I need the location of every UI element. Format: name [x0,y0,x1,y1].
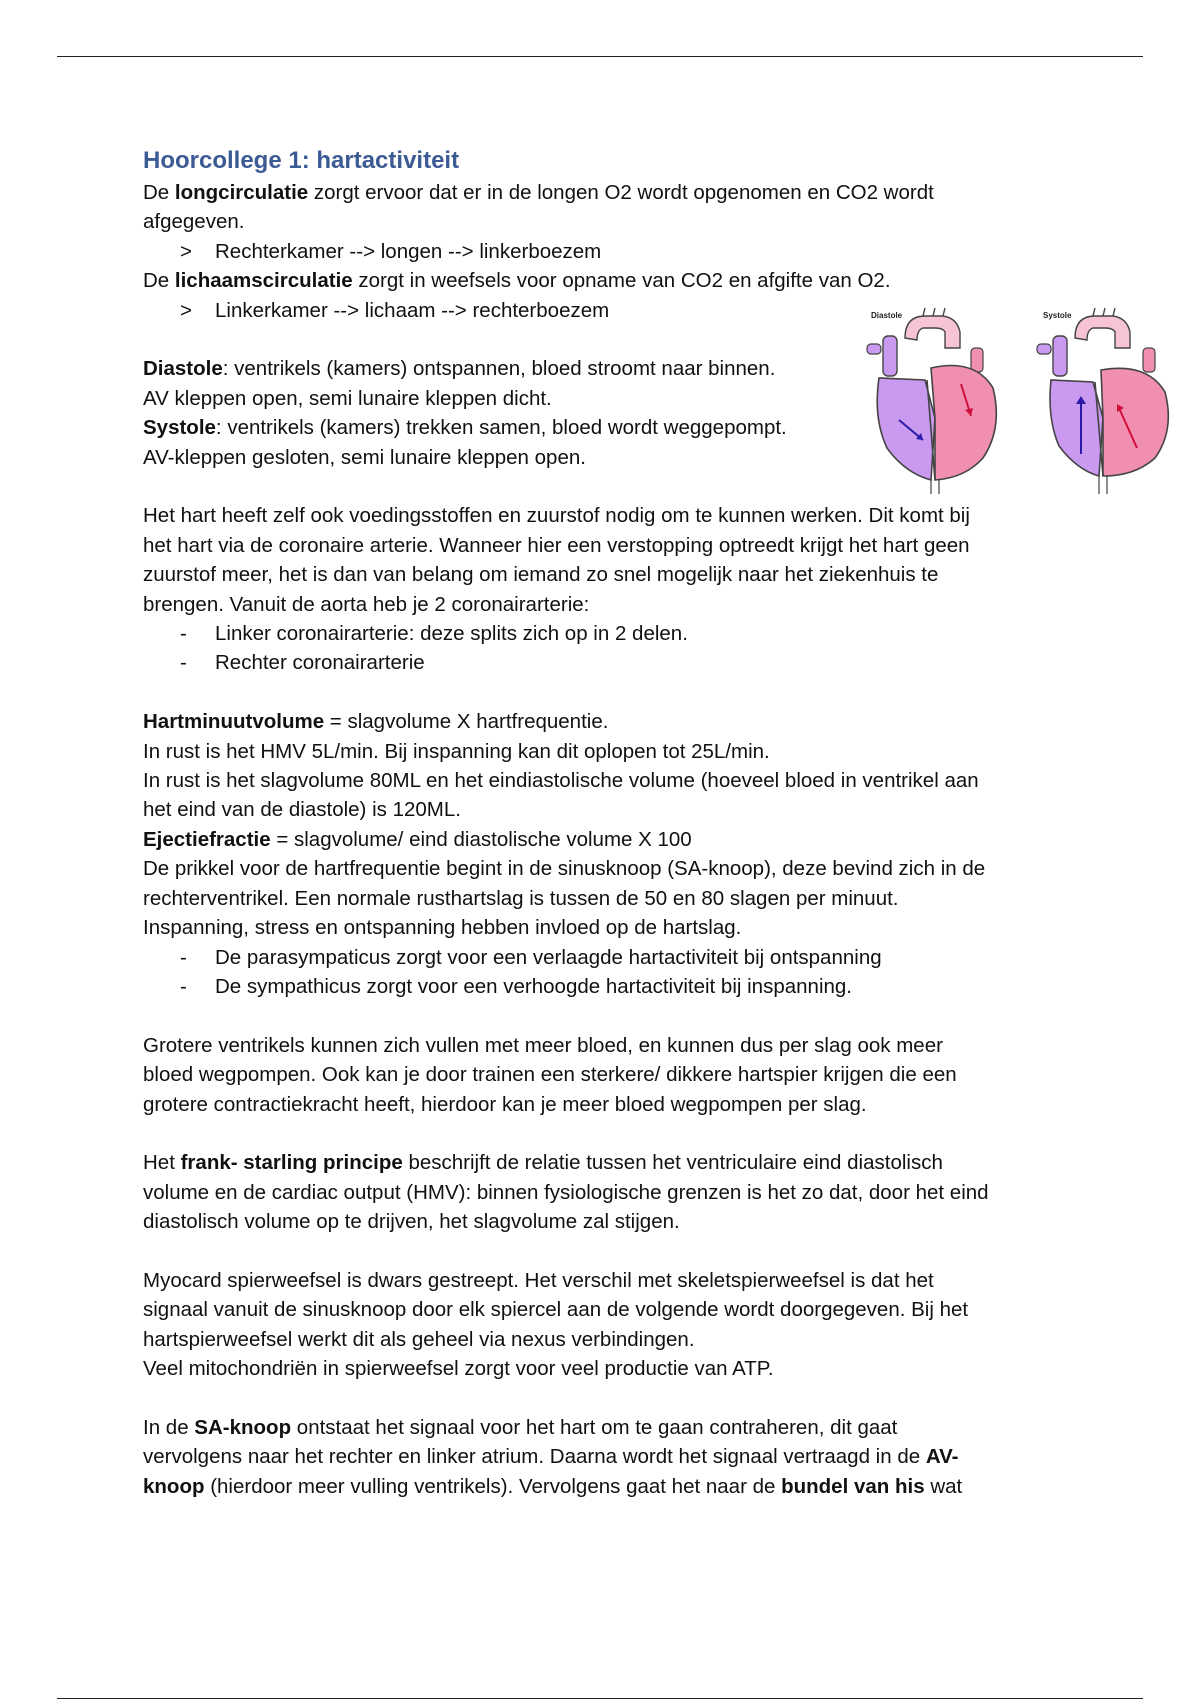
list-item: - Rechter coronairarterie [143,648,1063,677]
paragraph-line: Grotere ventrikels kunnen zich vullen met meer bloed, en kunnen dus per slag ook meer [143,1033,943,1057]
paragraph-longcirculatie: De longcirculatie zorgt ervoor dat er in de longen O2 wordt opgenomen en CO2 wordt [143,181,934,204]
page-title: Hoorcollege 1: hartactiviteit [143,147,460,174]
paragraph-line: Het hart heeft zelf ook voedingsstoffen en zuurstof nodig om te kunnen werken. Dit komt bij [143,504,970,528]
heart-systole-image [1035,308,1177,494]
paragraph-sa-knoop: In de SA-knoop ontstaat het signaal voor het hart om te gaan contraheren, dit gaat [143,1415,898,1439]
paragraph-frank-starling: Het frank- starling principe beschrijft de relatie tussen het ventriculaire eind diastolisch [143,1151,943,1175]
paragraph-line: knoop (hierdoor meer vulling ventrikels). Vervolgens gaat het naar de bundel van his wat [143,1474,963,1498]
arrow-bullet: > [180,298,192,322]
systole-label: Systole [1043,311,1072,320]
paragraph-line: vervolgens naar het rechter en linker atrium. Daarna wordt het signaal vertraagd in de AV- [143,1445,959,1469]
dash-bullet: - [180,622,187,646]
heart-diastole-image [865,308,1005,494]
paragraph-systole: Systole: ventrikels (kamers) trekken samen, bloed wordt weggepompt. [143,416,787,440]
paragraph-diastole: Diastole: ventrikels (kamers) ontspannen, bloed stroomt naar binnen. [143,357,776,381]
paragraph-line: diastolisch volume op te drijven, het slagvolume zal stijgen. [143,1210,680,1234]
footer-rule [57,1698,1143,1699]
paragraph-line: grotere contractiekracht heeft, hierdoor kan je meer bloed wegpompen per slag. [143,1092,867,1116]
paragraph-line: In rust is het HMV 5L/min. Bij inspanning kan dit oplopen tot 25L/min. [143,739,770,763]
dash-bullet: - [180,974,187,998]
paragraph-line: AV kleppen open, semi lunaire kleppen dicht. [143,386,552,410]
header-rule [57,56,1143,57]
paragraph-line: hartspierweefsel werkt dit als geheel via nexus verbindingen. [143,1327,695,1351]
dash-bullet: - [180,651,187,675]
paragraph-lichaamscirculatie: De lichaamscirculatie zorgt in weefsels voor opname van CO2 en afgifte van O2. [143,269,891,293]
diastole-label: Diastole [871,311,903,320]
paragraph-line: AV-kleppen gesloten, semi lunaire kleppen open. [143,445,586,469]
paragraph-line: het eind van de diastole) is 120ML. [143,798,461,822]
paragraph-line: bloed wegpompen. Ook kan je door trainen een sterkere/ dikkere hartspier krijgen die een [143,1063,957,1087]
paragraph-line: De prikkel voor de hartfrequentie begint in de sinusknoop (SA-knoop), deze bevind zich in de [143,857,986,881]
heart-diagram-figure [865,308,1177,494]
list-item: - De parasympaticus zorgt voor een verlaagde hartactiviteit bij ontspanning [143,943,1063,972]
paragraph-line: Veel mitochondriën in spierweefsel zorgt voor veel productie van ATP. [143,1357,774,1381]
paragraph-line: volume en de cardiac output (HMV): binnen fysiologische grenzen is het zo dat, door het eind [143,1180,989,1204]
list-item: > Linkerkamer --> lichaam --> rechterboezem [143,296,1063,325]
dash-bullet: - [180,945,187,969]
paragraph-line: zuurstof meer, het is dan van belang om iemand zo snel mogelijk naar het ziekenhuis te [143,563,939,587]
list-item: - De sympathicus zorgt voor een verhoogde hartactiviteit bij inspanning. [143,972,1063,1001]
paragraph-line: In rust is het slagvolume 80ML en het eindiastolische volume (hoeveel bloed in ventrikel aan [143,769,979,793]
paragraph-line: Myocard spierweefsel is dwars gestreept. Het verschil met skeletspierweefsel is dat het [143,1268,934,1292]
paragraph-line: brengen. Vanuit de aorta heb je 2 coronairarterie: [143,592,590,616]
paragraph-hartminuutvolume: Hartminuutvolume = slagvolume X hartfrequentie. [143,710,609,734]
list-item: - Linker coronairarterie: deze splits zich op in 2 delen. [143,619,1063,648]
paragraph-ejectiefractie: Ejectiefractie = slagvolume/ eind diastolische volume X 100 [143,827,692,851]
list-item: > Rechterkamer --> longen --> linkerboezem [143,237,1063,266]
paragraph-line: signaal vanuit de sinusknoop door elk spiercel aan de volgende wordt doorgegeven. Bij het [143,1298,969,1322]
paragraph-line: Inspanning, stress en ontspanning hebben invloed op de hartslag. [143,916,742,940]
paragraph-line: afgegeven. [143,210,245,234]
paragraph-line: het hart via de coronaire arterie. Wanneer hier een verstopping optreedt krijgt het hart geen [143,533,970,557]
paragraph-line: rechterventrikel. Een normale rusthartslag is tussen de 50 en 80 slagen per minuut. [143,886,899,910]
arrow-bullet: > [180,239,192,263]
